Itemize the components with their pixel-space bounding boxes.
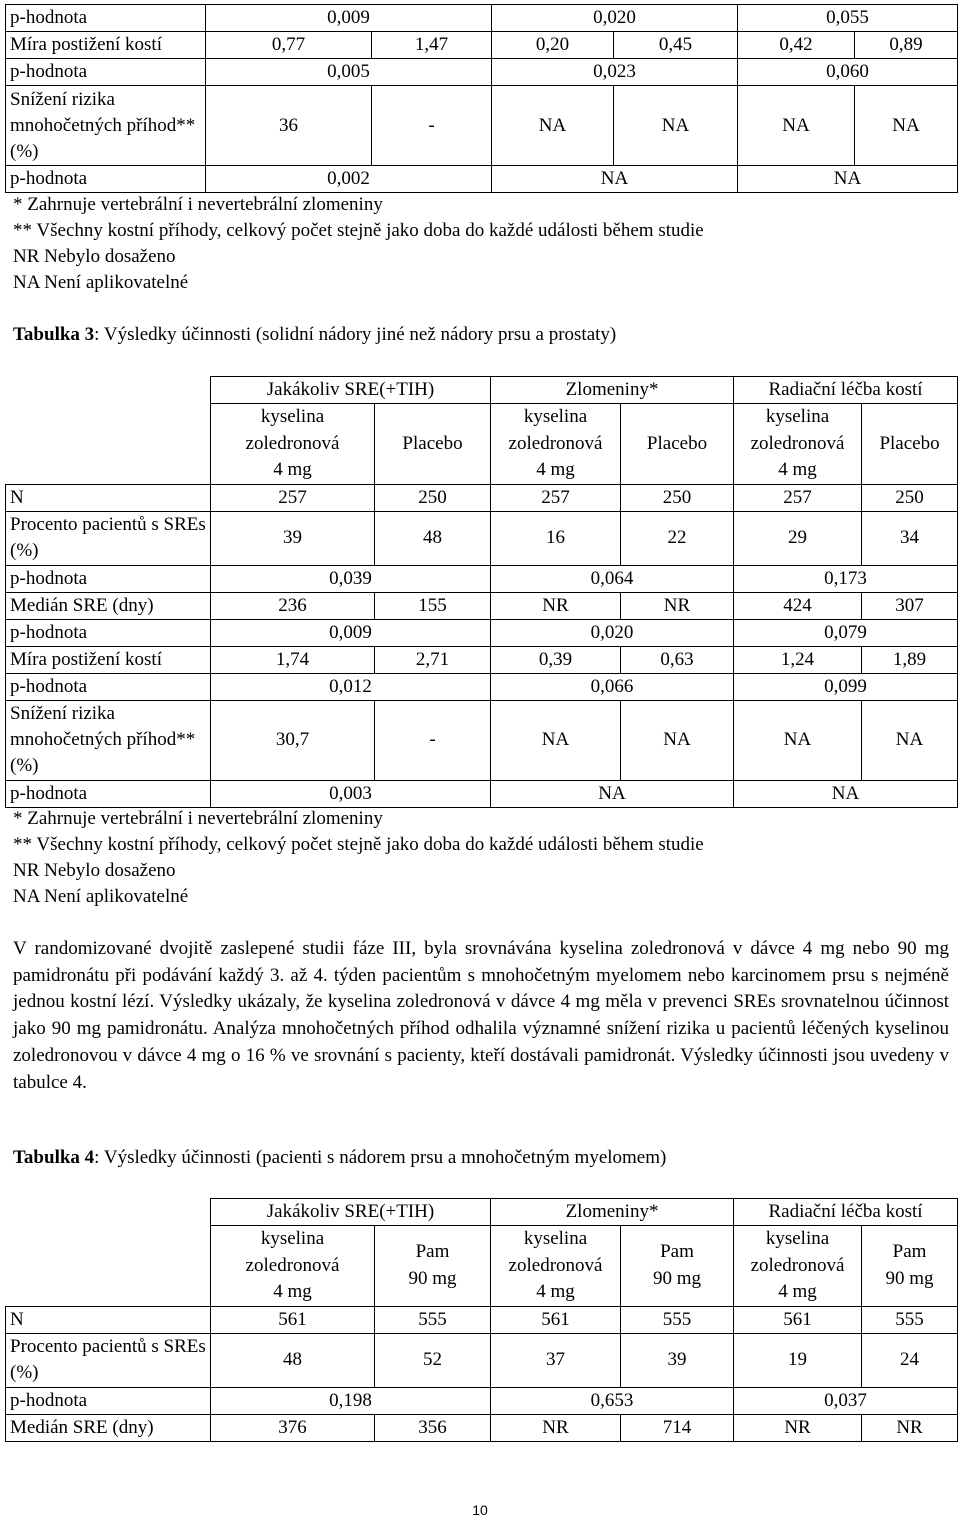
drug-dose: 4 mg [536, 459, 575, 480]
table-subheader-row [6, 404, 958, 485]
p-value-cell: 0,023 [492, 59, 738, 86]
table-cell: - [372, 86, 492, 166]
caption-label: Tabulka 4 [13, 1147, 95, 1168]
drug-name-line: kyselina [765, 406, 830, 427]
table-cell: 257 [211, 484, 375, 511]
comparator-name: Pam [415, 1241, 450, 1263]
table-row [6, 646, 958, 673]
p-value-cell: 0,003 [211, 780, 491, 807]
table-row [6, 1306, 958, 1333]
p-value-cell: 0,009 [206, 5, 492, 32]
table-cell: 0,20 [492, 32, 614, 59]
row-label: Medián SRE (dny) [6, 1414, 211, 1441]
table-cell: 376 [211, 1414, 375, 1441]
table-cell: NA [734, 700, 862, 780]
comparator-name: Pam [660, 1241, 694, 1263]
row-label: Procento pacientů s SREs (%) [6, 511, 211, 565]
empty-header-cell [6, 1199, 211, 1226]
row-label: Medián SRE (dny) [6, 592, 211, 619]
table-row [6, 511, 958, 565]
row-label: Míra postižení kostí [6, 32, 206, 59]
table-row [6, 619, 958, 646]
table-cell: 0,77 [206, 32, 372, 59]
table-row [6, 5, 958, 32]
drug-dose: 4 mg [778, 1281, 817, 1302]
table-cell: 1,24 [734, 646, 862, 673]
table-cell: 48 [375, 511, 491, 565]
footnote: ** Všechny kostní příhody, celkový počet stejně jako doba do každé události během studie [13, 834, 704, 855]
table-header-row [6, 377, 958, 404]
footnote: ** Všechny kostní příhody, celkový počet stejně jako doba do každé události během studie [13, 220, 704, 241]
table-3-caption [13, 324, 616, 346]
drug-name-line: zoledronová [750, 1254, 845, 1276]
drug-name-line: zoledronová [245, 432, 340, 454]
table-row [6, 484, 958, 511]
table-cell: NR [862, 1414, 958, 1441]
drug-dose: 4 mg [273, 459, 312, 480]
p-value-cell: 0,039 [211, 565, 491, 592]
drug-name-line: zoledronová [750, 432, 845, 454]
comparator-header: Placebo [621, 404, 734, 485]
table-cell: 250 [621, 484, 734, 511]
table-row [6, 86, 958, 166]
table-cell: 555 [621, 1306, 734, 1333]
footnote: NA Není aplikovatelné [13, 272, 189, 293]
table-cell: 0,45 [614, 32, 738, 59]
p-value-cell: 0,066 [491, 673, 734, 700]
table-cell: 424 [734, 592, 862, 619]
table-cell: NA [492, 86, 614, 166]
table-cell: 236 [211, 592, 375, 619]
table-cell: 0,89 [855, 32, 958, 59]
comparator-header [621, 1226, 734, 1307]
table-cell: NR [621, 592, 734, 619]
p-value-cell: 0,005 [206, 59, 492, 86]
table-cell: NA [862, 700, 958, 780]
table-cell: 1,89 [862, 646, 958, 673]
p-value-cell: 0,012 [211, 673, 491, 700]
table-cell: 257 [734, 484, 862, 511]
table-cell: 307 [862, 592, 958, 619]
drug-name-line: kyselina [523, 406, 588, 427]
drug-name-line: zoledronová [508, 1254, 603, 1276]
p-value-cell: 0,060 [738, 59, 958, 86]
table-cell: 561 [734, 1306, 862, 1333]
group-header: Radiační léčba kostí [734, 1199, 958, 1226]
comparator-dose: 90 mg [408, 1267, 457, 1289]
row-label: p-hodnota [6, 565, 211, 592]
p-value-cell: 0,079 [734, 619, 958, 646]
comparator-header: Placebo [862, 404, 958, 485]
table-cell: 1,47 [372, 32, 492, 59]
drug-dose: 4 mg [778, 459, 817, 480]
table-row [6, 1387, 958, 1414]
p-value-cell: NA [492, 166, 738, 193]
footnote: NR Nebylo dosaženo [13, 246, 176, 267]
table-3 [5, 376, 958, 808]
comparator-header: Placebo [375, 404, 491, 485]
p-value-cell: 0,064 [491, 565, 734, 592]
row-label: N [6, 484, 211, 511]
p-value-cell: 0,009 [211, 619, 491, 646]
table-row [6, 59, 958, 86]
drug-name-line: kyselina [260, 406, 325, 427]
drug-name-line: zoledronová [508, 432, 603, 454]
table-subheader-row [6, 1226, 958, 1307]
row-label: Míra postižení kostí [6, 646, 211, 673]
drug-header [211, 404, 375, 485]
row-label: p-hodnota [6, 166, 206, 193]
drug-header [734, 1226, 862, 1307]
table-cell: 561 [211, 1306, 375, 1333]
table-cell: - [375, 700, 491, 780]
table-cell: NA [738, 86, 855, 166]
drug-header [211, 1226, 375, 1307]
caption-text: : Výsledky účinnosti (pacienti s nádorem prsu a mnohočetným myelomem) [94, 1147, 667, 1168]
table-cell: NA [491, 700, 621, 780]
table-cell: 250 [375, 484, 491, 511]
table-cell: 555 [375, 1306, 491, 1333]
drug-dose: 4 mg [273, 1281, 312, 1302]
caption-text: : Výsledky účinnosti (solidní nádory jiné než nádory prsu a prostaty) [94, 324, 617, 345]
table-row [6, 673, 958, 700]
table-cell: 555 [862, 1306, 958, 1333]
comparator-name: Pam [892, 1241, 927, 1263]
group-header: Zlomeniny* [491, 377, 734, 404]
table-cell: 34 [862, 511, 958, 565]
table-cell: 36 [206, 86, 372, 166]
comparator-header [862, 1226, 958, 1307]
p-value-cell: NA [734, 780, 958, 807]
footnote: NA Není aplikovatelné [13, 886, 189, 907]
table-cell: 30,7 [211, 700, 375, 780]
table-row [6, 780, 958, 807]
row-label: Snížení rizika mnohočetných příhod** (%) [6, 86, 206, 166]
table-cell: NR [491, 592, 621, 619]
row-label: p-hodnota [6, 1387, 211, 1414]
empty-header-cell [6, 1226, 211, 1307]
group-header: Radiační léčba kostí [734, 377, 958, 404]
row-label: p-hodnota [6, 5, 206, 32]
p-value-cell: 0,037 [734, 1387, 958, 1414]
p-value-cell: 0,002 [206, 166, 492, 193]
drug-header [491, 1226, 621, 1307]
p-value-cell: 0,020 [492, 5, 738, 32]
page-number: 10 [472, 1502, 488, 1518]
table-cell: 1,74 [211, 646, 375, 673]
table-row [6, 1333, 958, 1387]
table-cell: 356 [375, 1414, 491, 1441]
drug-name-line: kyselina [523, 1228, 588, 1249]
comparator-header [375, 1226, 491, 1307]
drug-header [734, 404, 862, 485]
row-label: p-hodnota [6, 780, 211, 807]
p-value-cell: 0,198 [211, 1387, 491, 1414]
table-row [6, 700, 958, 780]
table-4 [5, 1198, 958, 1442]
group-header: Jakákoliv SRE(+TIH) [211, 1199, 491, 1226]
table-cell: 0,63 [621, 646, 734, 673]
table-row [6, 1414, 958, 1441]
table-cell: NA [855, 86, 958, 166]
table-cell: 257 [491, 484, 621, 511]
footnote: NR Nebylo dosaženo [13, 860, 176, 881]
empty-header-cell [6, 404, 211, 485]
drug-header [491, 404, 621, 485]
table-cell: 2,71 [375, 646, 491, 673]
row-label: p-hodnota [6, 619, 211, 646]
table-cell: 52 [375, 1333, 491, 1387]
table-cell: 29 [734, 511, 862, 565]
p-value-cell: NA [738, 166, 958, 193]
body-paragraph: V randomizované dvojitě zaslepené studii fáze III, byla srovnávána kyselina zoledronová v dávce 4 mg nebo 90 mg pamidronátu při podávání každý 3. až 4. týden pacientům s mnohočetným myelomem nebo karcinomem prsu s nejméně jednou kostní lézí. Výsledky ukázaly, že kyselina zoledronová v dávce 4 mg měla v prevenci SREs srovnatelnou účinnost jako 90 mg pamidronátu. Analýza mnohočetných příhod odhalila významné snížení rizika u pacientů léčených kyselinou zoledronovou v dávce 4 mg o 16 % ve srovnání s pacienty, kteří dostávali pamidronát. Výsledky účinnosti jsou uvedeny v tabulce 4. [13, 938, 949, 1093]
table-cell: 561 [491, 1306, 621, 1333]
p-value-cell: 0,653 [491, 1387, 734, 1414]
table-cell: 22 [621, 511, 734, 565]
table-cell: 250 [862, 484, 958, 511]
drug-name-line: zoledronová [245, 1254, 340, 1276]
table-cell: NA [621, 700, 734, 780]
group-header: Zlomeniny* [491, 1199, 734, 1226]
comparator-dose: 90 mg [885, 1267, 934, 1289]
table-2-continued [5, 4, 958, 193]
table-4-caption [13, 1147, 666, 1169]
caption-label: Tabulka 3 [13, 324, 95, 345]
table-row [6, 565, 958, 592]
table-cell: 714 [621, 1414, 734, 1441]
table-cell: 19 [734, 1333, 862, 1387]
table-cell: NR [734, 1414, 862, 1441]
table-cell: NA [614, 86, 738, 166]
footnote: * Zahrnuje vertebrální i nevertebrální zlomeniny [13, 808, 383, 829]
empty-header-cell [6, 377, 211, 404]
drug-name-line: kyselina [260, 1228, 325, 1249]
p-value-cell: 0,020 [491, 619, 734, 646]
table-row [6, 166, 958, 193]
drug-name-line: kyselina [765, 1228, 830, 1249]
p-value-cell: 0,173 [734, 565, 958, 592]
p-value-cell: 0,055 [738, 5, 958, 32]
row-label: Snížení rizika mnohočetných příhod** (%) [6, 700, 211, 780]
table-row [6, 32, 958, 59]
table-cell: 39 [621, 1333, 734, 1387]
table-header-row [6, 1199, 958, 1226]
table-cell: NR [491, 1414, 621, 1441]
comparator-dose: 90 mg [652, 1267, 702, 1289]
p-value-cell: NA [491, 780, 734, 807]
table-cell: 0,39 [491, 646, 621, 673]
row-label: Procento pacientů s SREs (%) [6, 1333, 211, 1387]
row-label: p-hodnota [6, 59, 206, 86]
group-header: Jakákoliv SRE(+TIH) [211, 377, 491, 404]
p-value-cell: 0,099 [734, 673, 958, 700]
table-cell: 24 [862, 1333, 958, 1387]
table-cell: 39 [211, 511, 375, 565]
footnote: * Zahrnuje vertebrální i nevertebrální zlomeniny [13, 194, 383, 215]
table-row [6, 592, 958, 619]
drug-dose: 4 mg [536, 1281, 575, 1302]
table-cell: 155 [375, 592, 491, 619]
row-label: p-hodnota [6, 673, 211, 700]
table-cell: 16 [491, 511, 621, 565]
table-cell: 37 [491, 1333, 621, 1387]
row-label: N [6, 1306, 211, 1333]
table-cell: 48 [211, 1333, 375, 1387]
table-cell: 0,42 [738, 32, 855, 59]
